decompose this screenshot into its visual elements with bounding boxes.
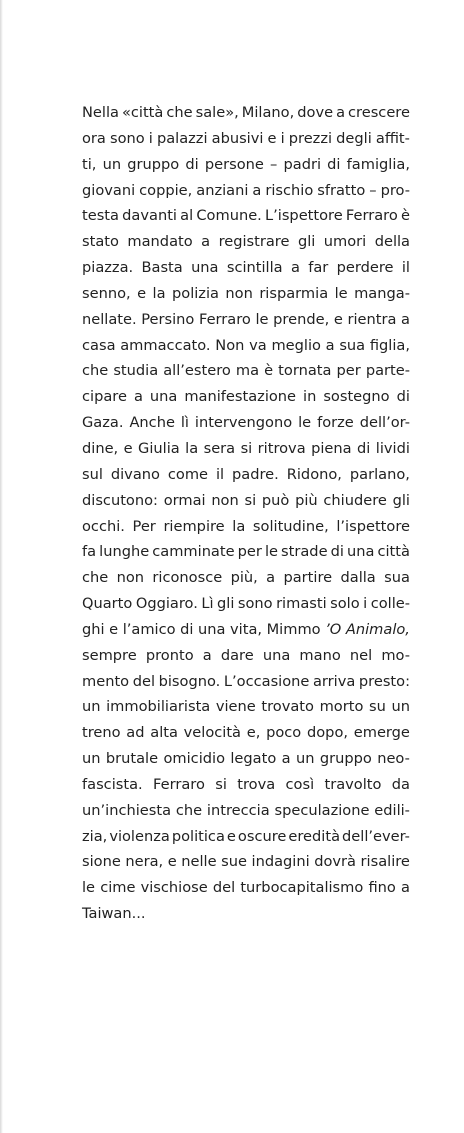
word: lividi [375, 439, 410, 457]
word: vischiose [140, 879, 208, 897]
word: lunghe [99, 543, 150, 561]
word: da [391, 775, 410, 793]
word: forze [317, 414, 354, 432]
word: a [400, 879, 410, 897]
word: presto: [358, 672, 410, 690]
word: una [198, 620, 226, 638]
word: violenza [109, 827, 170, 845]
word: Comune. [196, 207, 262, 225]
word: Non [215, 336, 245, 354]
word: mento [82, 672, 130, 690]
word: edili- [374, 801, 410, 819]
word: si [215, 775, 227, 793]
word: sue [221, 853, 247, 871]
word: emerge [353, 724, 410, 742]
word: dopo, [306, 724, 349, 742]
word: affit- [375, 129, 410, 147]
word: camminate [152, 543, 235, 561]
word: e [109, 620, 119, 638]
word: l’amico [122, 620, 176, 638]
word: immobiliarista [106, 698, 211, 716]
word: partire [283, 569, 333, 587]
word: parte- [365, 362, 410, 380]
word: Per [132, 517, 156, 535]
word: rimasti [276, 595, 327, 613]
word: degli [336, 129, 372, 147]
word: gli [297, 233, 316, 251]
word: viene [215, 698, 256, 716]
word: di [357, 439, 371, 457]
word: gli [392, 491, 410, 509]
word: la [232, 517, 246, 535]
word: rientra [347, 310, 397, 328]
word: nel [349, 646, 373, 664]
word: e [333, 310, 343, 328]
word: a [401, 310, 410, 328]
word: non [225, 284, 253, 302]
word: umori [323, 233, 367, 251]
word: ’O [325, 620, 342, 638]
word: alta [150, 724, 178, 742]
word: del [132, 672, 155, 690]
word: occhi. [82, 517, 125, 535]
word: coppie, [139, 181, 193, 199]
word: prende, [273, 310, 330, 328]
word: brutale [105, 750, 159, 768]
word: casa [82, 336, 116, 354]
word: a [290, 259, 300, 277]
text-line [82, 643, 410, 669]
word: manga- [354, 284, 410, 302]
word: e, [246, 724, 261, 742]
word: Anche [129, 414, 175, 432]
word: dovrà [314, 853, 356, 871]
word: sera [203, 439, 236, 457]
word: dalla [340, 569, 376, 587]
word: registrare [218, 233, 290, 251]
word: Ferraro [153, 775, 205, 793]
word: che [82, 362, 109, 380]
word: più [295, 491, 318, 509]
word: eredità [288, 827, 341, 845]
word: a [266, 569, 276, 587]
word: chiudere [323, 491, 387, 509]
word: al [180, 207, 194, 225]
word: Milano, [241, 104, 295, 121]
word: un [295, 750, 315, 768]
word: Animalo, [345, 620, 410, 638]
word: può [261, 491, 290, 509]
word: sempre [82, 646, 137, 664]
word: ora [82, 129, 106, 147]
word: Quarto [82, 595, 133, 613]
text-line [82, 694, 410, 720]
word: fa [82, 543, 97, 561]
word: un [82, 698, 101, 716]
text-line [82, 824, 410, 850]
word: Ferraro [345, 207, 398, 225]
word: manifestazione [184, 388, 297, 406]
word: – [369, 181, 377, 199]
word: mo- [381, 646, 410, 664]
text-line [82, 255, 410, 281]
word: Mimmo [266, 620, 321, 638]
word: mandato [127, 233, 193, 251]
word: le [82, 879, 96, 897]
word: i [280, 129, 285, 147]
word: stato [82, 233, 119, 251]
word: morto [319, 698, 364, 716]
word: va [249, 336, 267, 354]
page-edge-shadow [0, 0, 3, 1133]
text-line [82, 746, 410, 772]
text-line [82, 565, 410, 591]
word: ti, [82, 155, 97, 173]
word: e [267, 129, 277, 147]
word: L’occasione [223, 672, 310, 690]
word: a [336, 104, 346, 121]
word: famiglia, [346, 155, 410, 173]
word: polizia [172, 284, 219, 302]
word: far [308, 259, 329, 277]
word: a [201, 233, 211, 251]
text-line [82, 126, 410, 152]
word: fino [368, 879, 396, 897]
word: lì [180, 414, 189, 432]
word: Taiwan... [82, 905, 146, 923]
word: riconosce [152, 569, 223, 587]
word: figlia, [369, 336, 410, 354]
word: mano [299, 646, 341, 664]
word: solo [330, 595, 360, 613]
text-line [82, 539, 410, 565]
word: un’inchiesta [82, 801, 172, 819]
word: Giulia [138, 439, 180, 457]
word: arriva [312, 672, 356, 690]
word: come [167, 465, 209, 483]
word: il [215, 465, 225, 483]
text-line [82, 307, 410, 333]
word: non [116, 569, 145, 587]
word: una [149, 388, 178, 406]
word: e [123, 439, 133, 457]
word: crescere [348, 104, 410, 121]
word: indagini [251, 853, 310, 871]
word: speculazione [274, 801, 370, 819]
word: senno, [82, 284, 131, 302]
word: più, [230, 569, 258, 587]
word: si [244, 491, 257, 509]
word: dine, [82, 439, 119, 457]
text-line [82, 410, 410, 436]
word: Oggiaro. [135, 595, 198, 613]
word: cipare [82, 388, 127, 406]
word: colle- [370, 595, 410, 613]
word: ammaccato. [120, 336, 211, 354]
word: una [262, 646, 291, 664]
word: zia, [82, 827, 108, 845]
word: sono [237, 595, 273, 613]
text-line [82, 798, 410, 824]
word: strade [281, 543, 328, 561]
word: persone [204, 155, 264, 173]
word: non [211, 491, 239, 509]
word: turbocapitalismo [240, 879, 364, 897]
word: pro- [380, 181, 410, 199]
word: neo- [377, 750, 410, 768]
word: ormai [163, 491, 206, 509]
word: un [102, 155, 122, 173]
word: il [401, 259, 410, 277]
word: ritrova [257, 439, 306, 457]
word: padri [283, 155, 322, 173]
text-line [82, 772, 410, 798]
word: che [82, 569, 109, 587]
word: all’estero [163, 362, 231, 380]
word: i [148, 129, 153, 147]
word: un [82, 750, 101, 768]
text-line [82, 178, 410, 204]
word: di [330, 543, 344, 561]
word: è [400, 207, 410, 225]
word: risparmia [259, 284, 329, 302]
word: abusivi [211, 129, 264, 147]
word: «città [121, 104, 164, 121]
word: – [270, 155, 278, 173]
word: ma [235, 362, 260, 380]
word: una [346, 543, 375, 561]
word: nellate. [82, 310, 137, 328]
text-line [82, 203, 410, 229]
word: intervengono [194, 414, 293, 432]
word: gruppo [319, 750, 372, 768]
word: nelle [181, 853, 217, 871]
text-line [82, 436, 410, 462]
word: sua [339, 336, 366, 354]
word: trova [237, 775, 276, 793]
word: anziani [196, 181, 249, 199]
word: fascista. [82, 775, 143, 793]
word: di [396, 388, 410, 406]
text-line [82, 514, 410, 540]
text-line [82, 875, 410, 901]
word: dell’or- [359, 414, 410, 432]
word: solitudine, [252, 517, 329, 535]
word: Persino [141, 310, 195, 328]
text-line [82, 229, 410, 255]
word: trovato [261, 698, 314, 716]
word: per [237, 543, 262, 561]
word: testa [82, 207, 119, 225]
word: a [202, 646, 212, 664]
word: della [374, 233, 410, 251]
word: sale», [195, 104, 239, 121]
word: davanti [122, 207, 177, 225]
text-line [82, 358, 410, 384]
word: sione [82, 853, 121, 871]
word: i [363, 595, 368, 613]
word: cime [100, 879, 136, 897]
word: le [255, 310, 269, 328]
word: di [185, 155, 199, 173]
word: le [334, 284, 348, 302]
text-line [82, 901, 410, 927]
text-line [82, 384, 410, 410]
word: legato [230, 750, 277, 768]
text-line [82, 669, 410, 695]
word: un [391, 698, 410, 716]
text-line [82, 152, 410, 178]
word: così [285, 775, 315, 793]
word: studia [113, 362, 159, 380]
word: e [226, 827, 236, 845]
word: la [185, 439, 199, 457]
word: discutono: [82, 491, 158, 509]
text-line [82, 281, 410, 307]
word: politica [171, 827, 225, 845]
word: prezzi [288, 129, 333, 147]
word: a [325, 336, 335, 354]
word: scintilla [226, 259, 283, 277]
word: rischio [265, 181, 314, 199]
word: di [327, 155, 341, 173]
word: giovani [82, 181, 136, 199]
word: Ridono, [286, 465, 342, 483]
word: poco [266, 724, 302, 742]
text-line [82, 462, 410, 488]
text-line [82, 488, 410, 514]
word: di [180, 620, 194, 638]
word: ghi [82, 620, 105, 638]
word: sfratto [317, 181, 366, 199]
word: piazza. [82, 259, 134, 277]
word: palazzi [156, 129, 208, 147]
word: velocità [183, 724, 241, 742]
word: padre. [232, 465, 279, 483]
text-line [82, 720, 410, 746]
text-line [82, 333, 410, 359]
word: oscure [237, 827, 287, 845]
word: le [298, 414, 312, 432]
word: una [191, 259, 219, 277]
word: l’ispettore [336, 517, 410, 535]
word: che [175, 801, 203, 819]
word: tornata [278, 362, 332, 380]
text-line [82, 617, 410, 643]
word: piena [311, 439, 352, 457]
word: Nella [82, 104, 119, 121]
word: pronto [145, 646, 194, 664]
word: travolto [324, 775, 382, 793]
word: sono [109, 129, 145, 147]
word: del [212, 879, 236, 897]
word: sul [82, 465, 103, 483]
word: a [252, 181, 262, 199]
word: treno [82, 724, 121, 742]
synopsis-paragraph [82, 100, 410, 927]
word: ad [126, 724, 145, 742]
word: è [264, 362, 274, 380]
word: divano [110, 465, 160, 483]
word: riempire [163, 517, 225, 535]
word: sostegno [323, 388, 390, 406]
word: Basta [141, 259, 183, 277]
word: gli [217, 595, 235, 613]
word: a [281, 750, 291, 768]
word: le [264, 543, 278, 561]
word: meglio [271, 336, 321, 354]
word: e [167, 853, 177, 871]
word: dare [220, 646, 254, 664]
word: per [336, 362, 361, 380]
text-line [82, 849, 410, 875]
word: Ferraro [198, 310, 251, 328]
word: vita, [230, 620, 263, 638]
word: dell’ever- [342, 827, 410, 845]
word: e [137, 284, 147, 302]
word: L’ispettore [265, 207, 343, 225]
word: a [133, 388, 143, 406]
word: perdere [336, 259, 394, 277]
word: sua [384, 569, 410, 587]
word: che [166, 104, 193, 121]
word: Gaza. [82, 414, 124, 432]
word: Lì [201, 595, 214, 613]
word: su [369, 698, 386, 716]
text-line [82, 100, 410, 126]
word: parlano, [349, 465, 410, 483]
word: risalire [360, 853, 410, 871]
word: dove [297, 104, 334, 121]
word: la [152, 284, 166, 302]
word: nera, [125, 853, 164, 871]
word: gruppo [127, 155, 180, 173]
text-line [82, 591, 410, 617]
word: omicidio [163, 750, 225, 768]
word: intreccia [206, 801, 270, 819]
word: bisogno. [158, 672, 221, 690]
word: in [303, 388, 317, 406]
word: città [377, 543, 410, 561]
word: si [240, 439, 253, 457]
